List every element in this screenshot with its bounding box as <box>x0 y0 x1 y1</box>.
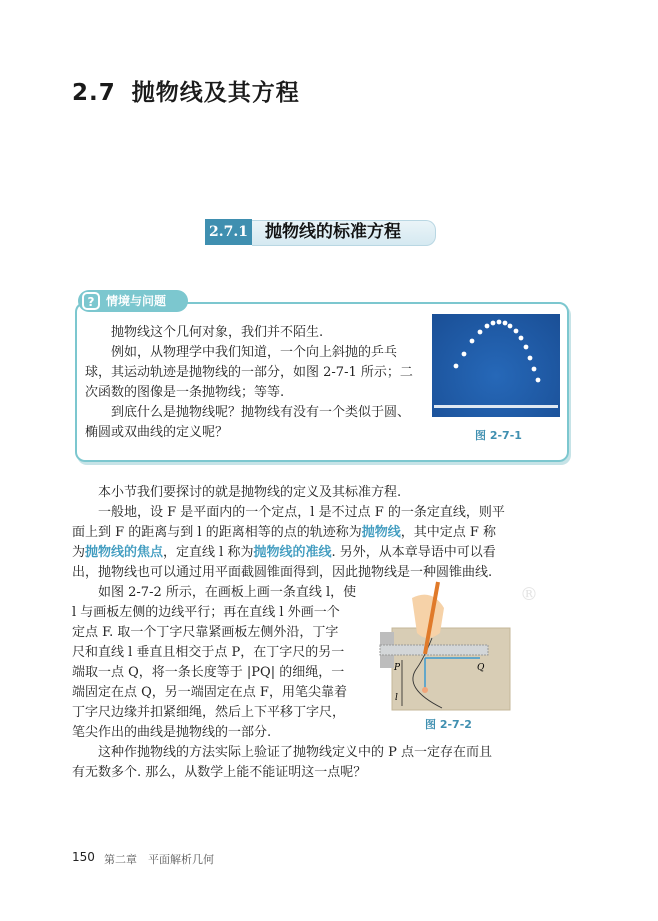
text-segment: 为 <box>72 545 86 560</box>
text-segment: 面上到 F 的距离与到 l 的距离相等的点的轨迹称为 <box>72 525 362 540</box>
text-line <box>72 523 496 543</box>
text-segment: 本小节我们要探讨的就是抛物线的定义及其标准方程. <box>98 485 402 500</box>
question-icon: ? <box>82 292 100 310</box>
heading-title: 抛物线及其方程 <box>131 80 300 106</box>
scenario-tab-label: 情境与问题 <box>106 294 167 308</box>
ping-pong-trajectory-photo <box>432 314 560 417</box>
text-line <box>85 403 410 423</box>
text-segment: 端固定在点 Q，另一端固定在点 F，用笔尖靠着 <box>72 685 347 700</box>
text-segment: l 与画板左侧的边线平行；再在直线 l 外画一个 <box>72 605 340 620</box>
ball-dot <box>508 324 513 329</box>
ball-dot <box>514 329 519 334</box>
label-q: Q <box>477 663 485 673</box>
text-line <box>85 383 284 403</box>
t-square-ruler <box>380 645 488 655</box>
text-segment: 如图 2-7-2 所示，在画板上画一条直线 l，使 <box>98 585 357 600</box>
text-segment: 尺和直线 l 垂直且相交于点 P，在丁字尺的另一 <box>72 645 345 660</box>
scenario-tab <box>78 290 188 312</box>
text-line <box>85 363 413 383</box>
chapter-footer: 第二章 平面解析几何 <box>104 853 214 866</box>
drawing-board <box>392 628 510 710</box>
text-segment: 这种作抛物线的方法实际上验证了抛物线定义中的 P 点一定存在而且 <box>98 745 493 760</box>
ball-dot <box>532 367 537 372</box>
text-segment: 有无数多个. 那么，从数学上能不能证明这一点呢？ <box>72 765 367 780</box>
text-line <box>72 743 492 763</box>
text-segment: 笔尖作出的曲线是抛物线的一部分. <box>72 725 272 740</box>
figure-caption-2-7-2: 图 2-7-2 <box>425 718 472 731</box>
ball-dot <box>519 336 524 341</box>
text-segment: 一般地，设 F 是平面内的一个定点，l 是不过点 F 的一条定直线，则平 <box>98 505 505 520</box>
text-line <box>72 703 345 723</box>
text-line <box>72 623 338 643</box>
drawing-board-figure <box>372 578 512 718</box>
text-line <box>72 763 366 783</box>
text-segment: 定点 F. 取一个丁字尺靠紧画板左侧外沿，丁字 <box>72 625 339 640</box>
ball-dot <box>524 345 529 350</box>
ball-dot <box>462 352 467 357</box>
key-term: 抛物线的焦点 <box>85 545 164 560</box>
ball-dot <box>497 320 502 325</box>
trajectory-dots <box>432 314 560 417</box>
text-line <box>72 483 401 503</box>
text-segment: 端取一点 Q，将一条长度等于 |PQ| 的细绳，一 <box>72 665 345 680</box>
text-segment: 出，抛物线也可以通过用平面截圆锥面得到，因此抛物线是一种圆锥曲线. <box>72 565 493 580</box>
ball-dot <box>478 330 483 335</box>
text-line <box>85 343 397 363</box>
text-segment: ，其中定点 F 称 <box>400 525 497 540</box>
heading-number: 2.7 <box>72 80 116 106</box>
text-segment: 次函数的图像是一条抛物线；等等. <box>85 385 285 400</box>
ball-dot <box>503 321 508 326</box>
text-line <box>72 583 356 603</box>
section-title-text: 抛物线的标准方程 <box>265 222 401 242</box>
chapter-heading <box>72 74 300 107</box>
text-segment: 到底什么是抛物线呢？抛物线有没有一个类似于圆、 <box>111 405 411 420</box>
key-term: 抛物线的准线 <box>253 545 332 560</box>
section-title <box>205 219 435 245</box>
focus-point <box>422 687 428 693</box>
text-segment: 球，其运动轨迹是抛物线的一部分，如图 2-7-1 所示；二 <box>85 365 413 380</box>
ground-line <box>434 405 558 408</box>
ball-dot <box>536 378 541 383</box>
figure-caption-2-7-1: 图 2-7-1 <box>475 429 522 442</box>
text-line <box>72 503 505 523</box>
text-segment: ，定直线 l 称为 <box>163 545 254 560</box>
key-term: 抛物线 <box>361 525 401 540</box>
watermark-registered: ® <box>520 584 538 605</box>
ball-dot <box>528 356 533 361</box>
ball-dot <box>491 321 496 326</box>
text-segment: . 另外，从本章导语中可以看 <box>331 545 496 560</box>
text-line <box>72 603 340 623</box>
text-line <box>72 723 271 743</box>
page-number: 150 <box>72 850 95 864</box>
text-line <box>85 423 228 443</box>
ball-dot <box>470 339 475 344</box>
text-segment: 例如，从物理学中我们知道，一个向上斜抛的乒乓 <box>111 345 398 360</box>
text-segment: 丁字尺边缘并扣紧细绳，然后上下平移丁字尺， <box>72 705 346 720</box>
section-number: 2.7.1 <box>205 219 252 245</box>
text-line <box>72 683 347 703</box>
text-line <box>72 643 344 663</box>
ball-dot <box>485 324 490 329</box>
label-p: P <box>394 663 401 673</box>
ball-dot <box>454 364 459 369</box>
text-segment: 抛物线这个几何对象，我们并不陌生. <box>111 325 324 340</box>
text-line <box>72 543 496 563</box>
text-segment: 椭圆或双曲线的定义呢？ <box>85 425 229 440</box>
text-line <box>85 323 323 343</box>
label-l: l <box>395 693 398 703</box>
text-line <box>72 663 344 683</box>
